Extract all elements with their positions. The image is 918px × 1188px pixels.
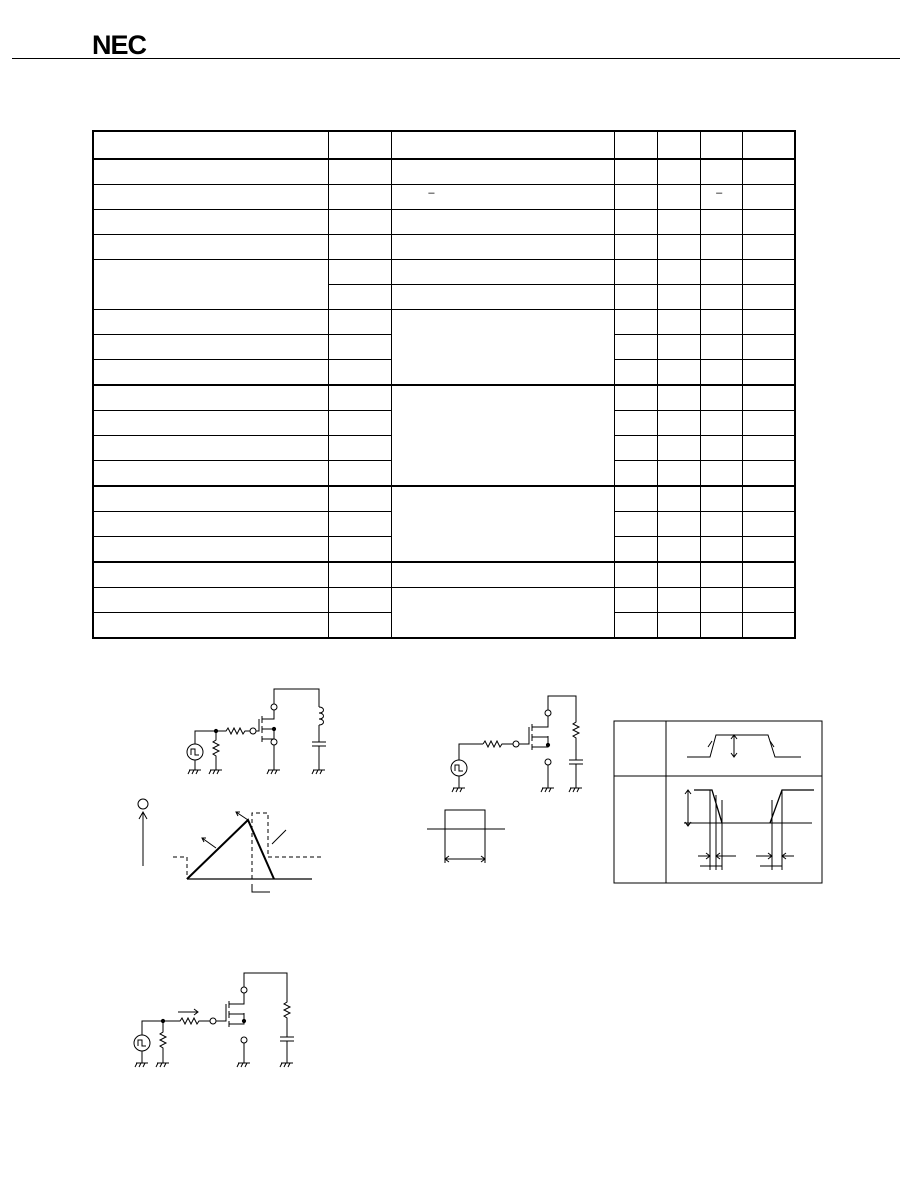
source-terminal-icon bbox=[545, 759, 551, 765]
resistor-icon bbox=[483, 741, 513, 747]
gate-pulse-diagram bbox=[427, 810, 505, 863]
pulse-width-arrow-icon bbox=[445, 856, 485, 862]
time-arrow-icon bbox=[698, 853, 736, 859]
mosfet-gate-icon bbox=[216, 1004, 226, 1021]
pulse-symbol-icon bbox=[191, 749, 199, 755]
mosfet-leads-icon bbox=[229, 993, 244, 1024]
ground-icon bbox=[541, 788, 554, 792]
ground-icon bbox=[156, 1063, 169, 1067]
amplitude-arrow-icon bbox=[685, 790, 691, 826]
ground-icon bbox=[267, 770, 280, 774]
drain-terminal-icon bbox=[545, 710, 551, 716]
source-terminal-icon bbox=[271, 739, 277, 745]
mosfet-gate-icon bbox=[519, 727, 529, 744]
pointer-arrow-icon bbox=[202, 838, 216, 848]
ground-icon bbox=[280, 1063, 293, 1067]
ground-icon bbox=[209, 770, 222, 774]
terminal-icon bbox=[250, 728, 256, 734]
ground-icon bbox=[237, 1063, 250, 1067]
waveform-grid bbox=[614, 721, 822, 883]
mosfet-leads-icon bbox=[262, 710, 274, 739]
wire bbox=[142, 1021, 175, 1035]
junction-dot bbox=[242, 1019, 245, 1022]
dash-mark: – bbox=[716, 187, 723, 199]
pointer-line bbox=[252, 884, 270, 892]
voltage-marker-icon bbox=[138, 799, 148, 809]
mosfet-leads-icon bbox=[532, 716, 548, 747]
amplitude-arrow-icon bbox=[731, 735, 737, 757]
capacitor-icon bbox=[280, 1037, 294, 1063]
resistor-icon bbox=[216, 728, 250, 734]
junction-dot bbox=[546, 743, 549, 746]
capacitor-icon bbox=[312, 725, 326, 770]
mosfet-gate-icon bbox=[256, 719, 259, 731]
gate-charge-test-circuit bbox=[134, 973, 294, 1067]
drain-terminal-icon bbox=[271, 704, 277, 710]
drain-terminal-icon bbox=[241, 987, 247, 993]
avalanche-waveform bbox=[138, 799, 322, 892]
tick-mark bbox=[708, 741, 774, 747]
current-arrow-icon bbox=[178, 1009, 198, 1015]
junction-dot bbox=[272, 727, 275, 730]
resistor-icon bbox=[175, 1018, 210, 1024]
source-terminal-icon bbox=[241, 1037, 247, 1043]
avalanche-test-circuit bbox=[187, 689, 326, 774]
pulse-symbol-icon bbox=[455, 765, 463, 771]
wire bbox=[459, 744, 483, 760]
switching-waveforms-box bbox=[614, 721, 822, 883]
ground-icon bbox=[135, 1063, 148, 1067]
ground-icon bbox=[312, 770, 325, 774]
gate-voltage-trace bbox=[687, 735, 801, 757]
nec-logo: NEC bbox=[92, 30, 147, 60]
pointer-arrow-icon bbox=[236, 812, 248, 820]
current-waveform bbox=[187, 820, 274, 879]
wire bbox=[274, 689, 319, 707]
time-arrow-icon bbox=[756, 853, 794, 859]
terminal-icon bbox=[513, 741, 519, 747]
axis-arrow-icon bbox=[139, 812, 147, 866]
inductor-icon bbox=[319, 707, 324, 725]
drain-current-trace bbox=[694, 790, 814, 823]
timing-guide bbox=[710, 790, 782, 870]
pulse-symbol-icon bbox=[138, 1040, 146, 1046]
dash-mark: – bbox=[428, 187, 435, 199]
load-resistor-icon bbox=[244, 973, 290, 1037]
load-resistor-icon bbox=[548, 696, 579, 760]
capacitor-icon bbox=[569, 760, 583, 788]
ground-icon bbox=[569, 788, 582, 792]
ground-icon bbox=[188, 770, 201, 774]
voltage-waveform bbox=[173, 813, 322, 879]
resistor-icon bbox=[160, 1021, 166, 1063]
pulse-shape bbox=[445, 810, 485, 863]
switching-test-circuit bbox=[451, 696, 583, 792]
resistor-icon bbox=[213, 731, 219, 770]
pointer-line bbox=[272, 830, 286, 844]
terminal-icon bbox=[210, 1018, 216, 1024]
ground-icon bbox=[452, 788, 465, 792]
waveform-frame bbox=[614, 721, 822, 883]
